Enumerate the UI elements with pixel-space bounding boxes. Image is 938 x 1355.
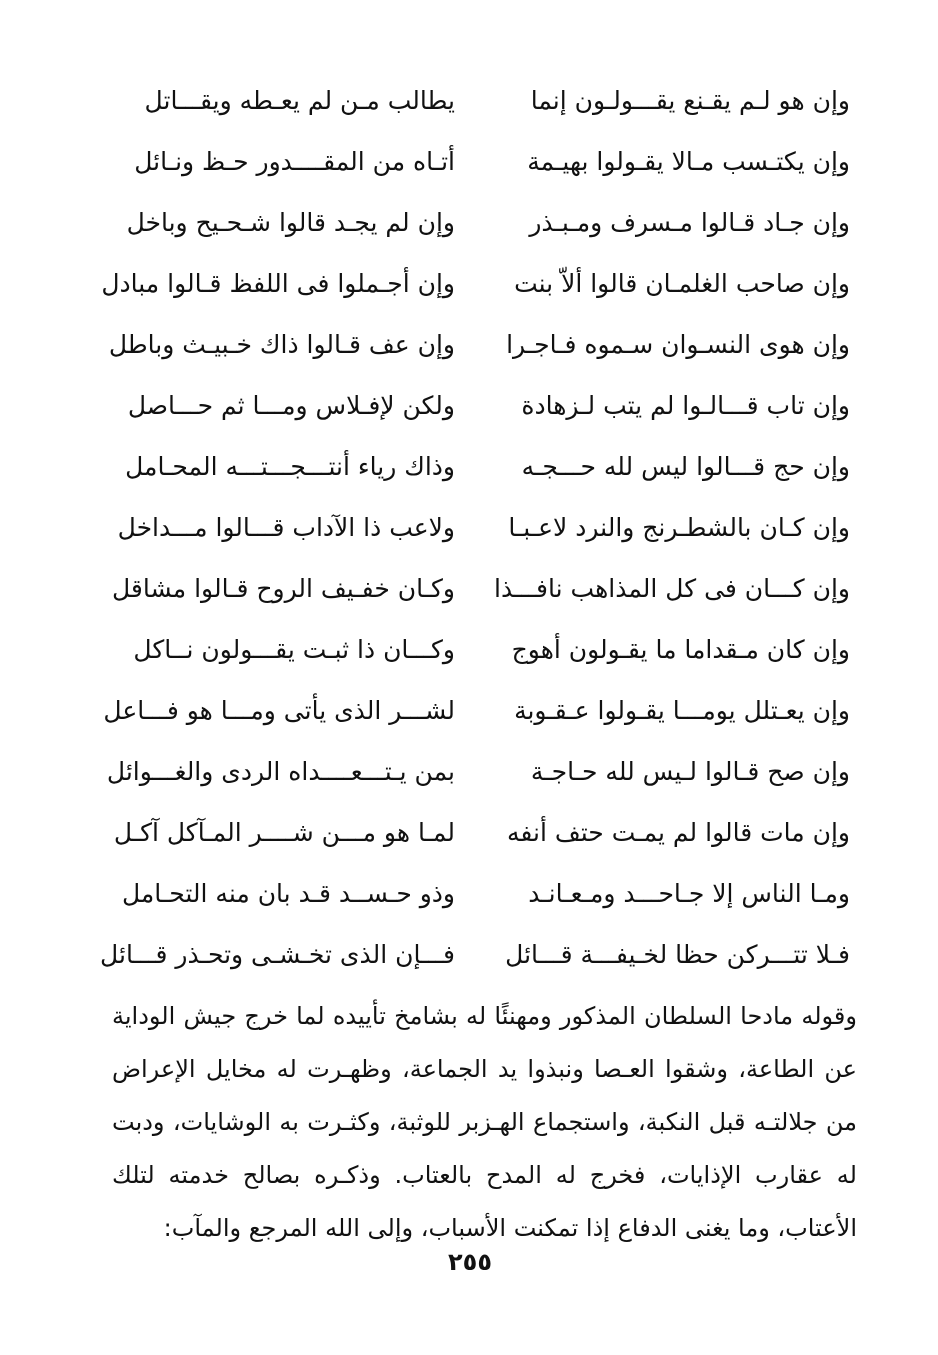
verse-second-hemistich: وذاك رياء أنتـــجـــتـــه المحـامل xyxy=(125,452,455,481)
poem-verse xyxy=(100,253,860,314)
verse-second-hemistich: وكـــان ذا ثبـت يقـــولون نــاكل xyxy=(133,635,455,664)
poem-verse xyxy=(100,558,860,619)
verse-second-hemistich: بمن يـتـــعــــداه الردى والغـــوائل xyxy=(106,757,455,786)
verse-first-hemistich: وإن هو لـم يقـنع يقـــولـون إنما xyxy=(530,86,850,115)
verse-second-hemistich: ولاعب ذا الآداب قـــالوا مـــداخل xyxy=(117,513,455,542)
verse-second-hemistich: وذو حـســد قـد بان منه التحـامل xyxy=(121,879,455,908)
prose-paragraph: وقوله مادحا السلطان المذكور ومهنئًا له بشامخ تأييده لما خرج جيش الوداية عن الطاعة، وشقوا العـصا ونبذوا يد الجماعة، وظهـرت له مخايل الإعراض من جلالتـه قبل النكبة، واستجماع الهـزبر للوثبة، وكثـرت به الوشايات، ودبت له عقارب الإذايات، فخرج له المدح بالعتاب. وذكـره بصالح خدمته لتلك الأعتاب، وما يغنى الدفاع إذا تمكنت الأسباب، وإلى الله المرجع والمآب: xyxy=(112,1002,857,1242)
verse-second-hemistich: وإن لم يجـد قالوا شـحـيح وباخل xyxy=(126,208,455,237)
verse-first-hemistich: وإن تاب قـــالـوا لم يتب لـزهادة xyxy=(521,391,850,420)
verse-second-hemistich: ولكن لإفـلاس ومـــا ثم حـــاصل xyxy=(127,391,455,420)
poem-verse xyxy=(100,375,860,436)
verse-first-hemistich: وإن صاحب الغلمـان قالوا ألاّ بنت xyxy=(514,269,850,298)
poem-verse xyxy=(100,802,860,863)
verse-first-hemistich: وإن مات قالوا لم يمـت حتف أنفه xyxy=(506,818,850,847)
verse-first-hemistich: وإن كان مـقداما ما يقـولون أهوج xyxy=(511,635,850,664)
poem xyxy=(100,70,860,985)
verse-second-hemistich: وإن عف قـالوا ذاك خـبيـث وباطل xyxy=(108,330,455,359)
verse-first-hemistich: ومـا الناس إلا جـاحـــد ومـعـانـد xyxy=(528,879,850,908)
poem-verse xyxy=(100,680,860,741)
poem-verse xyxy=(100,924,860,985)
verse-second-hemistich: يطالب مـن لم يعـطه ويقـــاتل xyxy=(144,86,455,115)
poem-verse xyxy=(100,619,860,680)
poem-verse xyxy=(100,70,860,131)
verse-second-hemistich: فـــإن الذى تخـشـى وتحـذر قـــائل xyxy=(100,940,455,969)
verse-first-hemistich: وإن جـاد قـالوا مـسرف ومـبـذر xyxy=(529,208,850,237)
poem-verse xyxy=(100,131,860,192)
poem-verse xyxy=(100,314,860,375)
page-number: ٢٥٥ xyxy=(448,1248,492,1276)
poem-verse xyxy=(100,436,860,497)
verse-second-hemistich: لمـا هو مـــن شــــر المـآكل آكـل xyxy=(113,818,455,847)
verse-first-hemistich: وإن يعـتلل يومـــا يقـولوا عـقـوبة xyxy=(514,696,850,725)
poem-verse xyxy=(100,497,860,558)
verse-first-hemistich: وإن يكتـسب مـالا يقـولوا بهيـمة xyxy=(527,147,850,176)
verse-first-hemistich: وإن كـان بالشطـرنج والنرد لاعـبـا xyxy=(508,513,850,542)
poem-verse xyxy=(100,192,860,253)
verse-second-hemistich: وكـان خفـيف الروح قـالوا مشاقل xyxy=(111,574,455,603)
verse-first-hemistich: فـلا تتـــركن حظا لخـيفـــة قـــائل xyxy=(505,940,850,969)
verse-first-hemistich: وإن حج قـــالوا ليس لله حـــجـه xyxy=(521,452,850,481)
poem-verse xyxy=(100,863,860,924)
verse-second-hemistich: أتـاه من المقــــدور حـظ ونـائل xyxy=(134,147,455,176)
verse-first-hemistich: وإن صح قـالوا لـيس لله حـاجـة xyxy=(530,757,850,786)
prose-introduction xyxy=(112,990,857,1255)
verse-second-hemistich: وإن أجـملوا فى اللفظ قـالوا مبادل xyxy=(101,269,455,298)
verse-first-hemistich: وإن كـــان فى كل المذاهب نافـــذا xyxy=(494,574,850,603)
poem-verse xyxy=(100,741,860,802)
verse-first-hemistich: وإن هوى النسـوان سـموه فـاجـرا xyxy=(506,330,850,359)
verse-second-hemistich: لشـــر الذى يأتى ومـــا هو فـــاعل xyxy=(103,696,455,725)
